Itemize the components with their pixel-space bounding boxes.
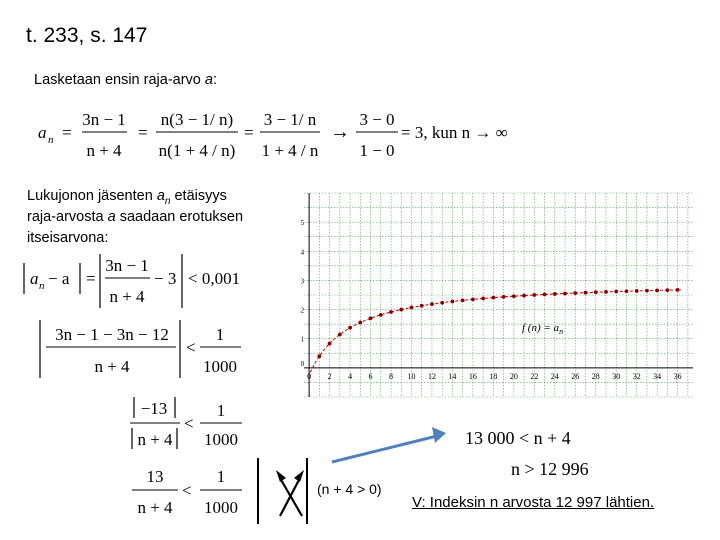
data-point	[348, 326, 352, 330]
inequality-2	[40, 320, 241, 378]
x-tick-label: 30	[612, 371, 621, 381]
ineq4-rnum: 1	[216, 467, 226, 486]
intro-variable: a	[204, 72, 213, 88]
inequality-4	[132, 467, 242, 517]
chart-curve	[310, 290, 681, 373]
eq-f1-den: n + 4	[86, 141, 122, 160]
limit-equation	[38, 110, 508, 160]
condition-note: (n + 4 > 0)	[317, 481, 382, 497]
data-point	[625, 289, 629, 293]
ineq1-rhs: < 0,001	[188, 269, 241, 288]
desc-variable: a	[156, 188, 165, 204]
data-point	[481, 297, 485, 301]
data-point	[420, 304, 424, 308]
y-tick-label: 1	[300, 335, 305, 344]
x-tick-label: 4	[348, 371, 353, 381]
eq-f4-den: 1 − 0	[359, 141, 395, 160]
data-point	[543, 293, 547, 297]
data-point	[512, 294, 516, 298]
eq-sign: =	[138, 123, 148, 142]
data-point	[491, 296, 495, 300]
chart-grid	[304, 193, 693, 397]
data-point	[604, 290, 608, 294]
ineq1-den: n + 4	[109, 287, 145, 306]
data-point	[676, 288, 680, 292]
data-point	[532, 293, 536, 297]
ineq2-rnum: 1	[215, 325, 225, 344]
eq-f1-num: 3n − 1	[82, 110, 126, 129]
x-tick-label: 20	[509, 371, 518, 381]
data-point	[369, 316, 373, 320]
ineq3-rnum: 1	[216, 401, 226, 420]
ineq2-lt: <	[186, 338, 196, 357]
x-tick-label: 8	[389, 371, 394, 381]
data-point	[430, 302, 434, 306]
data-point	[338, 333, 342, 337]
arrowhead	[294, 470, 304, 482]
ineq4-num: 13	[146, 467, 164, 486]
ineq1-a: a	[30, 269, 39, 288]
ineq3-rden: 1000	[204, 430, 238, 449]
answer-text: V: Indeksin n arvosta 12 997 lähtien.	[412, 494, 655, 511]
x-tick-label: 32	[632, 371, 641, 381]
description-line-3: itseisarvona:	[27, 230, 109, 246]
eq-sign: =	[86, 269, 96, 288]
ineq4-lt: <	[182, 481, 192, 500]
data-point	[666, 288, 670, 292]
data-point	[399, 308, 403, 312]
blue-arrow	[332, 427, 446, 462]
x-tick-label: 28	[591, 371, 600, 381]
x-tick-label: 0	[307, 371, 312, 381]
eq-f2-den: n(1 + 4 / n)	[158, 141, 236, 160]
data-point	[645, 289, 649, 293]
ineq1-num: 3n − 1	[105, 256, 149, 275]
data-point	[584, 291, 588, 295]
desc-text: etäisyys	[170, 188, 227, 204]
data-point	[440, 301, 444, 305]
data-point	[358, 321, 362, 325]
eq-sub-n: n	[48, 134, 54, 146]
x-tick-label: 22	[530, 371, 539, 381]
ineq3-lt: <	[184, 414, 194, 433]
desc-text: saadaan erotuksen	[115, 209, 244, 225]
data-point	[502, 295, 506, 299]
ineq1-minus3: − 3	[154, 269, 177, 288]
abs-value-removal-marks	[258, 458, 307, 524]
data-point	[379, 313, 383, 317]
eq-f4-num: 3 − 0	[359, 110, 395, 129]
desc-subscript: n	[164, 195, 171, 207]
x-tick-label: 12	[427, 371, 436, 381]
ineq3-den: n + 4	[137, 430, 173, 449]
x-tick-label: 26	[571, 371, 580, 381]
y-tick-label: 5	[300, 219, 305, 228]
x-tick-label: 24	[550, 371, 559, 381]
ineq4-rden: 1000	[204, 498, 238, 517]
data-point	[553, 292, 557, 296]
eq-tail: = 3, kun n → ∞	[401, 123, 508, 142]
x-tick-label: 10	[407, 371, 416, 381]
data-point	[573, 291, 577, 295]
ineq1-sub: n	[39, 280, 45, 292]
eq-f3-num: 3 − 1/ n	[263, 110, 317, 129]
eq-sign: =	[244, 123, 254, 142]
y-tick-label: 4	[300, 248, 305, 257]
inequality-3	[130, 397, 242, 449]
ineq4-den: n + 4	[137, 498, 173, 517]
arrow-symbol: →	[330, 121, 350, 143]
x-tick-label: 36	[673, 371, 682, 381]
data-point	[655, 288, 659, 292]
data-point	[563, 292, 567, 296]
y-tick-label: 2	[300, 306, 305, 315]
intro-colon: :	[212, 72, 217, 88]
data-point	[389, 310, 393, 314]
data-point	[451, 300, 455, 304]
eq-f2-num: n(3 − 1/ n)	[160, 110, 234, 129]
intro-text-part: Lasketaan ensin raja-arvo	[34, 72, 205, 88]
eq-f3-den: 1 + 4 / n	[261, 141, 319, 160]
y-tick-label: 0	[300, 359, 305, 368]
page-title: t. 233, s. 147	[26, 24, 148, 47]
ineq3-num: −13	[140, 399, 168, 418]
eq-a: a	[38, 123, 47, 142]
ineq2-den: n + 4	[94, 357, 130, 376]
x-tick-label: 6	[368, 371, 373, 381]
chart-tick-labels	[301, 219, 682, 381]
data-point	[461, 298, 465, 302]
x-tick-label: 16	[468, 371, 477, 381]
result-2: n > 12 996	[511, 459, 589, 479]
chart-points	[317, 288, 679, 358]
eq-sign: =	[62, 123, 72, 142]
data-point	[410, 306, 414, 310]
sequence-chart	[284, 190, 696, 400]
desc-variable: a	[107, 209, 116, 225]
data-point	[471, 297, 475, 301]
x-tick-label: 14	[448, 371, 457, 381]
x-tick-label: 2	[327, 371, 332, 381]
x-tick-label: 34	[653, 371, 662, 381]
data-point	[522, 294, 526, 298]
data-point	[594, 290, 598, 294]
data-point	[317, 354, 321, 358]
data-point	[328, 342, 332, 346]
data-point	[635, 289, 639, 293]
x-tick-label: 18	[489, 371, 498, 381]
chart-series-label: f $(n) = a_n$	[522, 322, 564, 336]
y-tick-label: 3	[300, 277, 305, 286]
desc-text: raja-arvosta	[27, 209, 108, 225]
ineq1-minus-a: − a	[48, 269, 70, 288]
result-1: 13 000 < n + 4	[465, 428, 571, 448]
ineq2-rden: 1000	[203, 357, 237, 376]
data-point	[614, 290, 618, 294]
ineq2-num: 3n − 1 − 3n − 12	[55, 325, 169, 344]
inequality-1	[24, 254, 240, 308]
desc-text: Lukujonon jäsenten	[27, 188, 157, 204]
arrowhead	[276, 470, 286, 482]
